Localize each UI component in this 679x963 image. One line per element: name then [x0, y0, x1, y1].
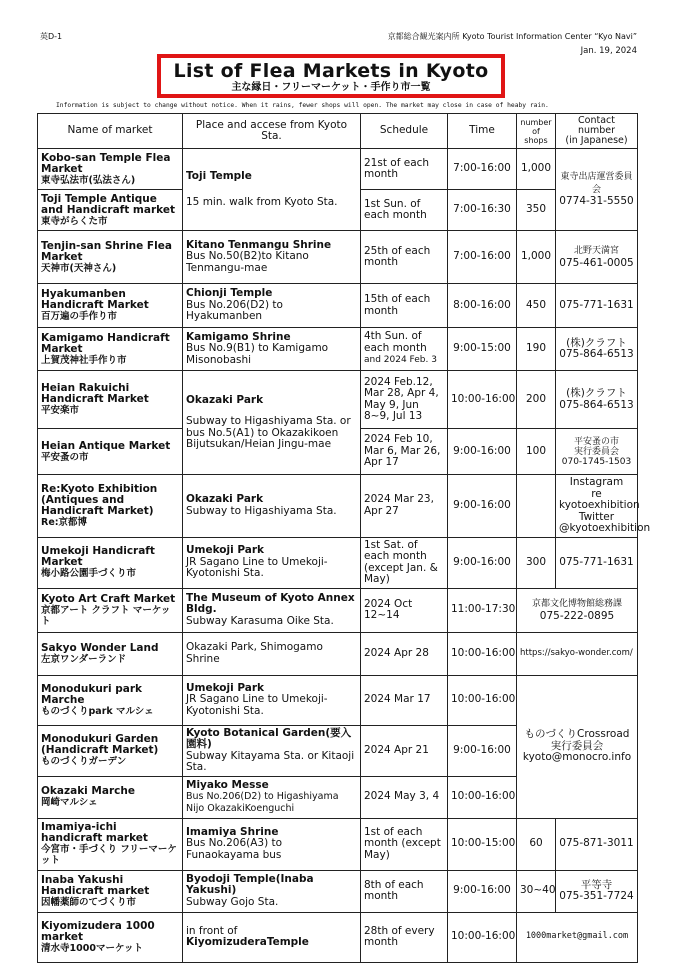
market-name-en: Kamigamo Handicraft Market [41, 331, 170, 355]
market-schedule: 8th of each month [361, 870, 448, 912]
contact-org-2: 実行委員会 [550, 739, 604, 752]
contact-phone: 075-864-6513 [559, 348, 634, 360]
place-title: Miyako Messe [186, 778, 269, 791]
contact-org: 北野天満宮 [573, 246, 619, 256]
col-shops-label-1: number [520, 117, 552, 127]
market-name [38, 818, 183, 870]
market-place [183, 632, 361, 675]
market-name [38, 912, 183, 962]
market-name-ja: 左京ワンダーランド [41, 653, 127, 665]
market-contact: 075-871-3011 [556, 818, 638, 870]
contact-org: (株)クラフト [566, 387, 627, 399]
market-name-ja: ものづくりガーデン [41, 756, 127, 767]
market-time: 8:00-16:00 [448, 284, 517, 328]
market-time: 9:00-16:00 [448, 870, 517, 912]
market-name-en: Kyoto Art Craft Market [41, 592, 176, 605]
market-schedule [361, 328, 448, 371]
contact-twitter-label: Twitter [578, 510, 615, 523]
market-contact [556, 149, 638, 231]
market-schedule: 1st of each month (except May) [361, 818, 448, 870]
market-name-en: Kiyomizudera 1000 market [41, 919, 155, 943]
contact-phone: 075-222-0895 [539, 609, 615, 622]
place-title: Umekoji Park [186, 544, 265, 557]
market-place [183, 371, 361, 475]
market-name [38, 475, 183, 538]
place-title: Toji Temple [186, 170, 252, 182]
market-name [38, 675, 183, 725]
market-name-en: Re:Kyoto Exhibition (Antiques and Handicraft Market) [41, 482, 158, 517]
market-name [38, 870, 183, 912]
table-row [38, 231, 638, 284]
market-time: 10:00-15:00 [448, 818, 517, 870]
market-contact [517, 675, 638, 818]
market-schedule: 1st Sun. of each month [361, 190, 448, 231]
market-shops: 1,000 [517, 149, 556, 190]
market-time: 10:00-16:00 [448, 632, 517, 675]
market-name-ja: 東寺がらくた市 [41, 215, 108, 227]
place-title: The Museum of Kyoto Annex Bldg. [186, 591, 355, 616]
contact-org-2: 実行委員会 [573, 446, 619, 457]
market-place [183, 818, 361, 870]
table-row [38, 818, 638, 870]
market-contact [556, 371, 638, 429]
place-title: Okazaki Park [186, 493, 264, 506]
place-access: 15 min. walk from Kyoto Sta. [186, 195, 338, 208]
place-title: KiyomizuderaTemple [186, 936, 309, 948]
market-time: 9:00-16:00 [448, 429, 517, 475]
contact-phone: 075-461-0005 [559, 256, 634, 269]
col-place-header: Place and accese from Kyoto Sta. [183, 114, 361, 149]
table-row [38, 588, 638, 632]
market-name-ja: 岡崎マルシェ [41, 797, 98, 808]
market-name [38, 725, 183, 776]
place-title: Kamigamo Shrine [186, 330, 291, 343]
contact-instagram: re kyotoexhibition [559, 487, 640, 511]
table-row [38, 328, 638, 371]
place-title: Byodoji Temple(Inaba Yakushi) [186, 872, 314, 897]
place-access: Subway Gojo Sta. [186, 895, 279, 908]
market-name [38, 149, 183, 190]
market-schedule: 2024 Mar 23, Apr 27 [361, 475, 448, 538]
table-row [38, 537, 638, 588]
market-contact-email: 1000market@gmail.com [517, 912, 638, 962]
page-title: List of Flea Markets in Kyoto [173, 60, 489, 82]
market-time: 9:00-16:00 [448, 537, 517, 588]
place-access: JR Sagano Line to Umekoji-Kyotonishi Sta. [186, 555, 328, 580]
market-name-en: Heian Antique Market [41, 439, 171, 452]
market-name-ja: 百万遍の手作り市 [41, 311, 118, 322]
place-title: Imamiya Shrine [186, 825, 279, 838]
market-name-en: Monodukuri Garden (Handicraft Market) [41, 733, 159, 756]
market-schedule: 2024 Feb.12, Mar 28, Apr 4, May 9, Jun 8~9, Jul 13 [361, 371, 448, 429]
market-name [38, 588, 183, 632]
page-subtitle: 主な縁日・フリーマーケット・手作り市一覧 [231, 82, 431, 93]
market-time: 10:00-16:00 [448, 912, 517, 962]
contact-org: 東寺出店運営委員会 [560, 172, 633, 195]
document-code: 英D-1 [40, 32, 63, 41]
market-time: 10:00-16:00 [448, 371, 517, 429]
place-title: Kyoto Botanical Garden(要入園料) [186, 726, 352, 750]
market-name-ja: 天神市(天神さん) [41, 262, 117, 274]
market-name-en: Heian Rakuichi Handicraft Market [41, 382, 149, 405]
market-time: 7:00-16:00 [448, 149, 517, 190]
place-access: Bus No.206(D2) to Hyakumanben [186, 298, 283, 323]
col-name-header: Name of market [38, 114, 183, 149]
market-name-en: Kobo-san Temple Flea Market [41, 151, 171, 175]
place-access: Subway to Higashiyama Sta. or bus No.5(A1) to Okazakikoen Bijutsukan/Heian Jingu-mae [186, 415, 351, 450]
place-access: Subway to Higashiyama Sta. [186, 504, 337, 517]
table-row [38, 912, 638, 962]
market-place [183, 537, 361, 588]
market-schedule: 2024 Mar 17 [361, 675, 448, 725]
place-title: Chionji Temple [186, 287, 273, 300]
table-row [38, 149, 638, 190]
market-contact [556, 870, 638, 912]
contact-phone: 0774-31-5550 [559, 195, 634, 208]
contact-org: 京都文化博物館総務課 [531, 599, 622, 609]
contact-org: 平等寺 [580, 878, 613, 891]
market-shops: 350 [517, 190, 556, 231]
market-name [38, 371, 183, 429]
market-time: 9:00-16:00 [448, 475, 517, 538]
market-name-en: Toji Temple Antique and Handicraft market [41, 192, 175, 216]
contact-phone: 075-864-6513 [559, 398, 634, 411]
market-schedule: 2024 May 3, 4 [361, 776, 448, 818]
market-schedule: 2024 Apr 28 [361, 632, 448, 675]
place-access: JR Sagano Line to Umekoji-Kyotonishi Sta. [186, 693, 328, 717]
market-name-ja: Re:京都博 [41, 516, 88, 528]
market-name-en: Umekoji Handicraft Market [41, 545, 155, 568]
place-access: Okazaki Park, Shimogamo Shrine [186, 641, 323, 665]
market-schedule: 25th of each month [361, 231, 448, 284]
market-place [183, 776, 361, 818]
market-contact [556, 429, 638, 475]
market-shops: 100 [517, 429, 556, 475]
place-title: Umekoji Park [186, 681, 265, 694]
market-schedule: 2024 Apr 21 [361, 725, 448, 776]
market-contact: 075-771-1631 [556, 284, 638, 328]
market-time: 10:00-16:00 [448, 675, 517, 725]
market-contact [556, 231, 638, 284]
market-place [183, 231, 361, 284]
market-name-ja: 清水寺1000マーケット [41, 942, 143, 954]
market-name-en: Okazaki Marche [41, 785, 135, 797]
place-title: Kitano Tenmangu Shrine [186, 238, 332, 251]
market-schedule: 2024 Feb 10, Mar 6, Mar 26, Apr 17 [361, 429, 448, 475]
market-name [38, 284, 183, 328]
market-shops: 300 [517, 537, 556, 588]
market-name-en: Inaba Yakushi Handicraft market [41, 873, 150, 897]
market-place [183, 328, 361, 371]
contact-org: (株)クラフト [566, 336, 627, 349]
market-name [38, 328, 183, 371]
document-date: Jan. 19, 2024 [580, 46, 637, 56]
market-name [38, 429, 183, 475]
market-name [38, 537, 183, 588]
market-shops: 190 [517, 328, 556, 371]
contact-email: kyoto@monocro.info [522, 751, 632, 764]
market-schedule: 28th of every month [361, 912, 448, 962]
market-name-ja: 東寺弘法市(弘法さん) [41, 174, 136, 186]
market-name-en: Hyakumanben Handicraft Market [41, 288, 149, 311]
market-place [183, 149, 361, 231]
place-access: Bus No.206(A3) to Funaokayama bus [186, 837, 283, 861]
market-shops: 1,000 [517, 231, 556, 284]
office-name: 京都総合観光案内所 Kyoto Tourist Information Center “Kyo Navi” [387, 32, 637, 41]
market-contact [556, 475, 651, 538]
market-time: 7:00-16:00 [448, 231, 517, 284]
contact-org: ものづくりCrossroad [524, 728, 630, 741]
place-access: Subway Karasuma Oike Sta. [186, 614, 334, 627]
place-access: in front of [186, 924, 238, 937]
place-access: Subway Kitayama Sta. or Kitaoji Sta. [186, 749, 355, 773]
market-place [183, 675, 361, 725]
market-shops [517, 475, 556, 538]
notice-text: Information is subject to change without notice. When it rains, fewer shops will open. The market may close in case of heaby rain. [56, 102, 549, 109]
market-place [183, 912, 361, 962]
contact-phone: 075-351-7724 [559, 890, 634, 902]
market-name-ja: 上賀茂神社手作り市 [41, 354, 127, 366]
title-box [157, 54, 505, 98]
market-contact [517, 588, 638, 632]
market-name [38, 190, 183, 231]
market-name-ja: 京都アート クラフト マーケット [41, 604, 171, 627]
market-name-en: Sakyo Wonder Land [41, 641, 159, 654]
market-name-ja: 平安蚤の市 [41, 451, 89, 463]
market-name-ja: 今宮市・手づくり フリーマーケット [41, 844, 177, 866]
col-shops-label-2: of shops [524, 126, 548, 145]
table-row [38, 870, 638, 912]
market-name [38, 231, 183, 284]
market-name [38, 776, 183, 818]
market-time: 9:00-15:00 [448, 328, 517, 371]
col-contact-label-2: (in Japanese) [565, 135, 628, 146]
market-shops: 200 [517, 371, 556, 429]
contact-twitter: @kyotoexhibition [559, 522, 651, 534]
market-name-ja: ものづくりpark マルシェ [41, 705, 154, 717]
market-contact: 075-771-1631 [556, 537, 638, 588]
market-shops: 30~40 [517, 870, 556, 912]
market-contact [556, 328, 638, 371]
col-contact-label-1: Contact number [577, 115, 616, 136]
place-access: Bus No.206(D2) to Higashiyama Nijo OkazakiKoenguchi [186, 791, 339, 814]
schedule-main: 4th Sun. of each month [364, 330, 427, 354]
market-schedule: 21st of each month [361, 149, 448, 190]
market-time: 11:00-17:30 [448, 588, 517, 632]
contact-instagram-label: Instagram [569, 476, 624, 488]
market-shops: 450 [517, 284, 556, 328]
market-place [183, 475, 361, 538]
table-row [38, 371, 638, 429]
flea-market-table [37, 113, 651, 963]
market-name-en: Imamiya-ichi handicraft market [41, 821, 148, 844]
market-time: 7:00-16:30 [448, 190, 517, 231]
market-name-en: Tenjin-san Shrine Flea Market [41, 239, 172, 263]
col-contact-header [556, 114, 638, 149]
market-name-ja: 梅小路公園手づくり市 [41, 568, 137, 579]
col-shops-header [517, 114, 556, 149]
col-time-header: Time [448, 114, 517, 149]
market-name-ja: 平安楽市 [41, 405, 80, 416]
market-schedule: 2024 Oct 12~14 [361, 588, 448, 632]
market-place [183, 870, 361, 912]
market-time: 9:00-16:00 [448, 725, 517, 776]
market-schedule: 15th of each month [361, 284, 448, 328]
market-shops: 60 [517, 818, 556, 870]
market-contact-url[interactable]: https://sakyo-wonder.com/ [517, 632, 638, 675]
table-row [38, 632, 638, 675]
market-time: 10:00-16:00 [448, 776, 517, 818]
place-access: Bus No.9(B1) to Kamigamo Misonobashi [186, 342, 329, 366]
col-schedule-header: Schedule [361, 114, 448, 149]
market-place [183, 725, 361, 776]
market-place [183, 284, 361, 328]
market-place [183, 588, 361, 632]
market-schedule: 1st Sat. of each month (except Jan. & May) [361, 537, 448, 588]
table-row [38, 475, 638, 538]
table-row [38, 284, 638, 328]
schedule-note: and 2024 Feb. 3 [364, 355, 437, 366]
place-access: Bus No.50(B2)to Kitano Tenmangu-mae [186, 250, 309, 274]
contact-org: 平安蚤の市 [573, 436, 619, 447]
table-row [38, 675, 638, 725]
contact-phone: 070-1745-1503 [561, 456, 632, 467]
market-name-en: Monodukuri park Marche [41, 682, 142, 706]
market-name-ja: 因幡薬師のてづくり市 [41, 896, 137, 908]
place-title: Okazaki Park [186, 393, 264, 406]
table-header-row [38, 114, 638, 149]
market-name [38, 632, 183, 675]
